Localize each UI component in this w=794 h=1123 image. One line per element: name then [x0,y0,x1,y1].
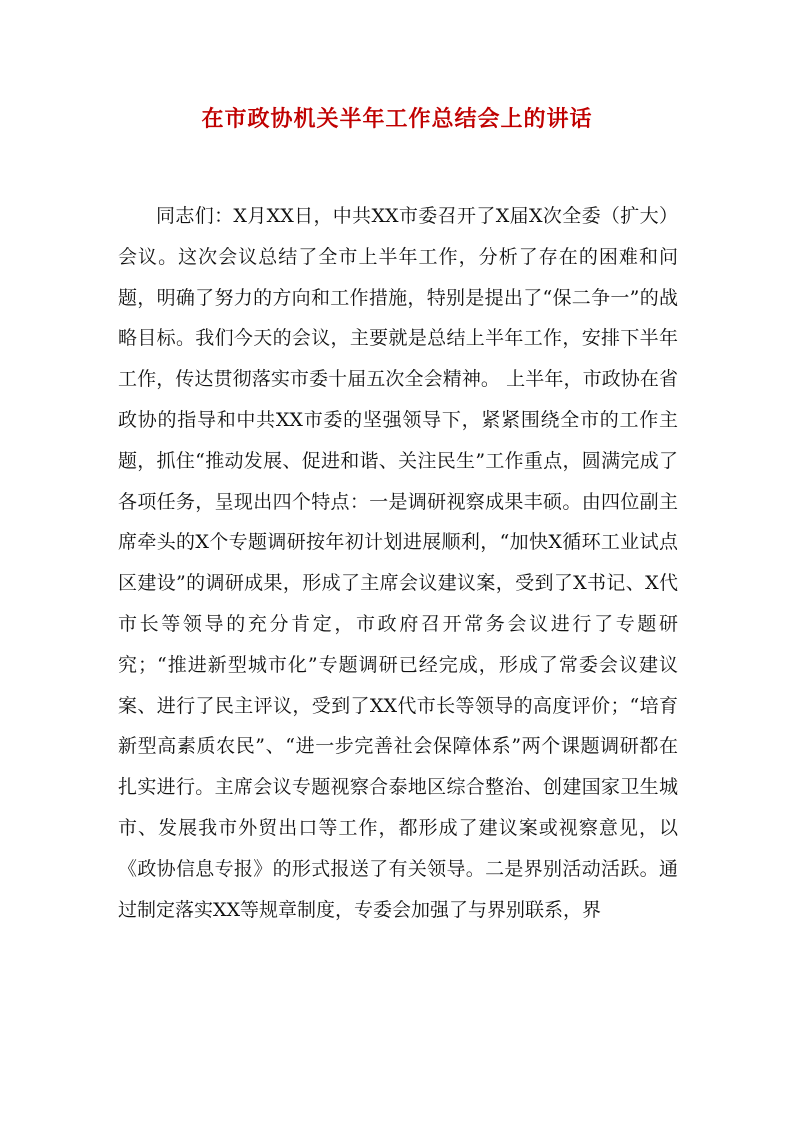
document-body-paragraph: 同志们：X月XX日，中共XX市委召开了X届X次全委（扩大）会议。这次会议总结了全市上半年工作，分析了存在的困难和问题，明确了努力的方向和工作措施，特别是提出了“保二争一”的战略目标。我们今天的会议，主要就是总结上半年工作，安排下半年工作，传达贯彻落实市委十届五次全会精神。 上半年，市政协在省政协的指导和中共XX市委的坚强领导下，紧紧围绕全市的工作主题，抓住“推动发展、促进和谐、关注民生”工作重点，圆满完成了各项任务，呈现出四个特点：一是调研视察成果丰硕。由四位副主席牵头的X个专题调研按年初计划进展顺利，“加快X循环工业试点区建设”的调研成果，形成了主席会议建议案，受到了X书记、X代市长等领导的充分肯定，市政府召开常务会议进行了专题研究；“推进新型城市化”专题调研已经完成，形成了常委会议建议案、进行了民主评议，受到了XX代市长等领导的高度评价；“培育新型高素质农民”、“进一步完善社会保障体系”两个课题调研都在扎实进行。主席会议专题视察合泰地区综合整治、创建国家卫生城市、发展我市外贸出口等工作，都形成了建议案或视察意见，以《政协信息专报》的形式报送了有关领导。二是界别活动活跃。通过制定落实XX等规章制度，专委会加强了与界别联系，界 [118,205,678,921]
document-title: 在市政协机关半年工作总结会上的讲话 [201,106,593,132]
